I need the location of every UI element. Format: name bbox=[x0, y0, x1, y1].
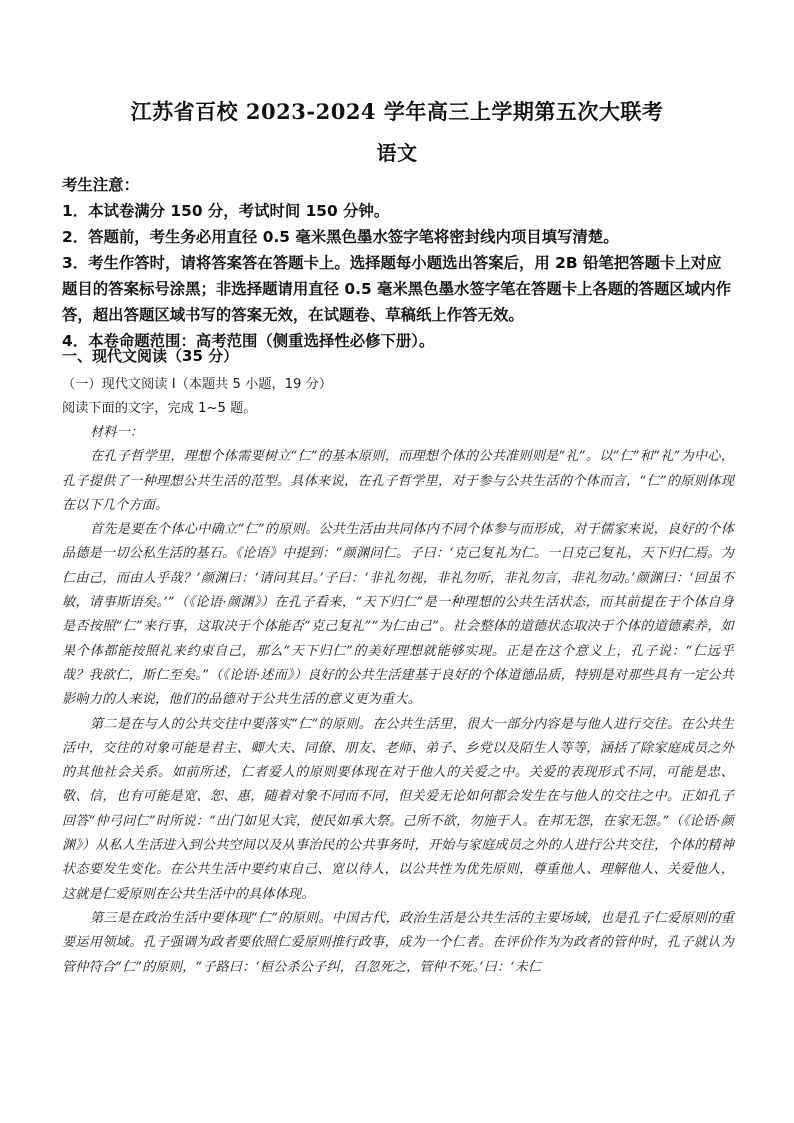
paragraph: 第二是在与人的公共交往中要落实“仁”的原则。在公共生活里，很大一部分内容是与他人进行交往。在公共生活中，交往的对象可能是君主、卿大夫、同僚、朋友、老师、弟子、乡党以及陌生人等等，涵括了除家庭成员之外的其他社会关系。如前所述，仁者爱人的原则要体现在对于他人的关爱之中。关爱的表现形式不同，可能是忠、敬、信，也有可能是宽、恕、惠，随着对象不同而不同，但关爱无论如何都会发生在与他人的交往之中。正如孔子回答“仲弓问仁”时所说：“出门如见大宾，使民如承大祭。己所不欲，勿施于人。在邦无怨，在家无怨。”（《论语·颜渊》）从私人生活进入到公共空间以及从事治民的公共事务时，开始与家庭成员之外的人进行公共交往，个体的精神状态要发生变化。在公共生活中要约束自己、宽以待人，以公共性为优先原则，尊重他人、理解他人、关爱他人，这就是仁爱原则在公共生活中的具体体现。 bbox=[62, 716, 734, 902]
reading-instruction: 阅读下面的文字，完成 1~5 题。 bbox=[62, 401, 257, 416]
material-label: 材料一： bbox=[90, 425, 144, 440]
paragraph: 在孔子哲学里，理想个体需要树立“仁”的基本原则，而理想个体的公共准则则是“礼”。以“仁”和“礼”为中心，孔子提供了一种理想公共生活的范型。具体来说，在孔子哲学里，对于参与公共生活的个体而言，“仁”的原则体现在以下几个方面。 bbox=[62, 449, 734, 513]
paragraph: 首先是要在个体心中确立“仁”的原则。公共生活由共同体内不同个体参与而形成，对于儒家来说，良好的个体品德是一切公私生活的基石。《论语》中提到：“颜渊问仁。子曰：‘克己复礼为仁。一日克己复礼，天下归仁焉。为仁由己，而由人乎哉？’颜渊曰：‘请问其目。’子曰：‘非礼勿视，非礼勿听，非礼勿言，非礼勿动。’颜渊曰：‘回虽不敏，请事斯语矣。’”（《论语·颜渊》）在孔子看来，“天下归仁”是一种理想的公共生活状态，而其前提在于个体自身是否按照“仁”来行事，这取决于个体能否“克己复礼”“为仁由己”。社会整体的道德状态取决于个体的道德素养，如果个体都能按照礼来约束自己，那么“天下归仁”的美好理想就能够实现。正是在这个意义上，孔子说：“仁远乎哉？我欲仁，斯仁至矣。”（《论语·述而》）良好的公共生活建基于良好的个体道德品质，特别是对那些具有一定公共影响力的人来说，他们的品德对于公共生活的意义更为重大。 bbox=[62, 522, 734, 708]
exam-title: 江苏省百校 2023-2024 学年高三上学期第五次大联考 bbox=[130, 99, 664, 124]
paragraph: 第三是在政治生活中要体现“仁”的原则。中国古代，政治生活是公共生活的主要场域，也是孔子仁爱原则的重要运用领域。孔子强调为政者要依照仁爱原则推行政事，成为一个仁者。在评价作为为政者的管仲时，孔子就认为管仲符合“仁”的原则，“子路曰：‘桓公杀公子纠，召忽死之，管仲不死。’曰：‘未仁 bbox=[62, 910, 734, 975]
notice-item: 3．考生作答时，请将答案答在答题卡上。选择题每小题选出答案后，用 2B 铅笔把答题卡上对应题目的答案标号涂黑；非选择题请用直径 0.5 毫米黑色墨水签字笔在答题卡上各题的答题区域内作答，超出答题区域书写的答案无效，在试题卷、草稿纸上作答无效。 bbox=[62, 254, 731, 324]
section-title: 一、现代文阅读（35 分） bbox=[62, 347, 239, 365]
notice-item: 2．答题前，考生务必用直径 0.5 毫米黑色墨水签字笔将密封线内项目填写清楚。 bbox=[62, 228, 619, 246]
notice-item: 1．本试卷满分 150 分，考试时间 150 分钟。 bbox=[62, 202, 390, 220]
candidate-notice bbox=[62, 172, 734, 354]
notice-heading: 考生注意： bbox=[62, 176, 139, 194]
reading-material bbox=[62, 421, 734, 980]
subsection-title: （一）现代文阅读 I（本题共 5 小题，19 分） bbox=[62, 377, 333, 392]
exam-subject: 语文 bbox=[376, 141, 418, 165]
notice-item: 4．本卷命题范围：高考范围（侧重选择性必修下册）。 bbox=[62, 332, 435, 350]
